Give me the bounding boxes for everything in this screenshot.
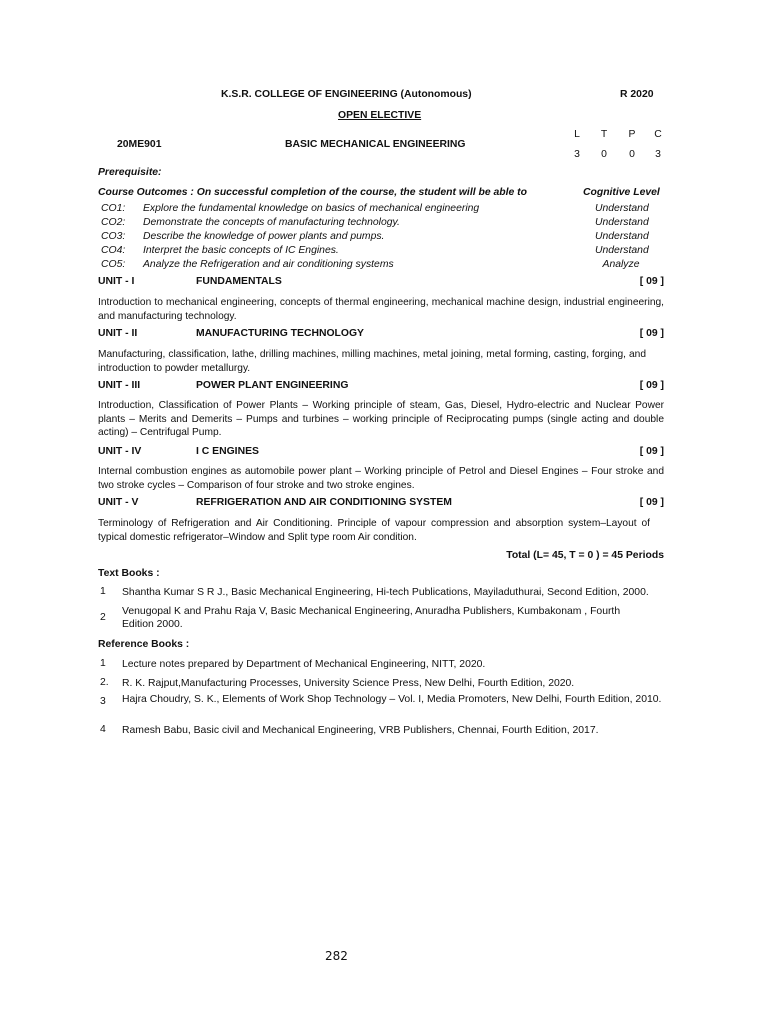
book-text: Lecture notes prepared by Department of Mechanical Engineering, NITT, 2020.: [122, 659, 486, 670]
ltpc-value-l: 3: [574, 149, 580, 160]
book-number: 2.: [100, 677, 109, 688]
ltpc-header-p: P: [628, 129, 636, 140]
unit-title: I C ENGINES: [196, 446, 259, 457]
outcome-level: Understand: [595, 203, 649, 214]
outcome-id: CO1:: [101, 203, 126, 214]
book-number: 4: [100, 724, 106, 735]
unit-content: Manufacturing, classification, lathe, drilling machines, milling machines, metal joining, metal forming, casting, forging, and introduction to powder metallurgy.: [98, 349, 646, 374]
unit-hours: [ 09 ]: [639, 497, 664, 508]
unit-title: REFRIGERATION AND AIR CONDITIONING SYSTEM: [196, 497, 452, 508]
unit-title: FUNDAMENTALS: [196, 276, 282, 287]
outcome-id: CO4:: [101, 245, 126, 256]
unit-heading: [98, 380, 664, 394]
unit-content: Internal combustion engines as automobile power plant – Working principle of Petrol and Diesel Engines – Four stroke and two stroke cycles – Comparison of four stroke and two stroke engines.: [98, 466, 664, 491]
outcome-text: Interpret the basic concepts of IC Engines.: [143, 245, 339, 256]
course-category: OPEN ELECTIVE: [338, 110, 422, 121]
outcome-row: [101, 245, 661, 259]
unit-content: Terminology of Refrigeration and Air Conditioning. Principle of vapour compression and absorption system–Layout of typical domestic refrigerator–Window and Split type room Air condition.: [98, 518, 650, 543]
outcome-id: CO5:: [101, 259, 126, 270]
unit-number: UNIT - II: [98, 328, 138, 339]
outcome-row: [101, 259, 661, 273]
outcome-text: Analyze the Refrigeration and air conditioning systems: [143, 259, 394, 270]
unit-content: Introduction, Classification of Power Plants – Working principle of steam, Gas, Diesel, Hydro-electric and Nuclear Power plants – Merits and Demerits – Pumps and turbines – working principle of Reciprocating pumps (single acting and double acting) – Centrifugal Pump.: [98, 400, 664, 438]
book-number: 3: [100, 696, 106, 707]
book-text: Venugopal K and Prahu Raja V, Basic Mechanical Engineering, Anuradha Publishers, Kumbakonam , Fourth Edition 2000.: [122, 606, 621, 630]
ltpc-value-p: 0: [629, 149, 635, 160]
unit-hours: [ 09 ]: [639, 276, 664, 287]
outcome-id: CO2:: [101, 217, 126, 228]
unit-heading: [98, 328, 664, 342]
book-number: 1: [100, 658, 106, 669]
unit-content: Introduction to mechanical engineering, concepts of thermal engineering, mechanical machine design, industrial engineering, and manufacturing technology.: [98, 297, 664, 322]
outcome-level: Understand: [595, 245, 649, 256]
book-text: Shantha Kumar S R J., Basic Mechanical Engineering, Hi-tech Publications, Mayiladuthurai, Second Edition, 2000.: [122, 587, 649, 598]
college-name: K.S.R. COLLEGE OF ENGINEERING (Autonomous): [221, 89, 472, 100]
outcome-level: Understand: [595, 217, 649, 228]
outcomes-heading: Course Outcomes : On successful completion of the course, the student will be able to: [98, 187, 527, 198]
outcome-level: Understand: [595, 231, 649, 242]
unit-number: UNIT - III: [98, 380, 141, 391]
ltpc-value-t: 0: [601, 149, 607, 160]
book-text: R. K. Rajput,Manufacturing Processes, University Science Press, New Delhi, Fourth Edition, 2020.: [122, 678, 575, 689]
reference-books-heading: Reference Books :: [98, 639, 190, 650]
course-title: BASIC MECHANICAL ENGINEERING: [285, 139, 466, 150]
unit-heading: [98, 497, 664, 511]
total-periods: Total (L= 45, T = 0 ) = 45 Periods: [506, 550, 664, 561]
ltpc-header-c: C: [654, 129, 662, 140]
outcome-level: Analyze: [602, 259, 640, 270]
outcome-row: [101, 203, 661, 217]
unit-number: UNIT - IV: [98, 446, 142, 457]
prerequisite-label: Prerequisite:: [98, 167, 162, 178]
regulation-label: R 2020: [620, 89, 654, 100]
unit-title: POWER PLANT ENGINEERING: [196, 380, 349, 391]
unit-number: UNIT - I: [98, 276, 135, 287]
unit-heading: [98, 276, 664, 290]
outcome-id: CO3:: [101, 231, 126, 242]
book-text: Hajra Choudry, S. K., Elements of Work Shop Technology – Vol. I, Media Promoters, New Delhi, Fourth Edition, 2010.: [122, 694, 662, 705]
unit-hours: [ 09 ]: [639, 328, 664, 339]
outcome-row: [101, 217, 661, 231]
page-number: 282: [325, 949, 348, 963]
unit-number: UNIT - V: [98, 497, 139, 508]
outcome-text: Describe the knowledge of power plants and pumps.: [143, 231, 385, 242]
text-books-heading: Text Books :: [98, 568, 160, 579]
unit-hours: [ 09 ]: [639, 380, 664, 391]
unit-heading: [98, 446, 664, 460]
book-text: Ramesh Babu, Basic civil and Mechanical Engineering, VRB Publishers, Chennai, Fourth Edition, 2017.: [122, 725, 599, 736]
course-code: 20ME901: [117, 139, 162, 150]
book-number: 2: [100, 612, 106, 623]
unit-title: MANUFACTURING TECHNOLOGY: [196, 328, 364, 339]
outcome-text: Demonstrate the concepts of manufacturing technology.: [143, 217, 400, 228]
ltpc-header-l: L: [574, 129, 580, 140]
ltpc-value-c: 3: [655, 149, 661, 160]
outcome-row: [101, 231, 661, 245]
book-number: 1: [100, 586, 106, 597]
cognitive-level-heading: Cognitive Level: [583, 187, 660, 198]
outcome-text: Explore the fundamental knowledge on basics of mechanical engineering: [143, 203, 480, 214]
unit-hours: [ 09 ]: [639, 446, 664, 457]
ltpc-header-t: T: [600, 129, 608, 140]
